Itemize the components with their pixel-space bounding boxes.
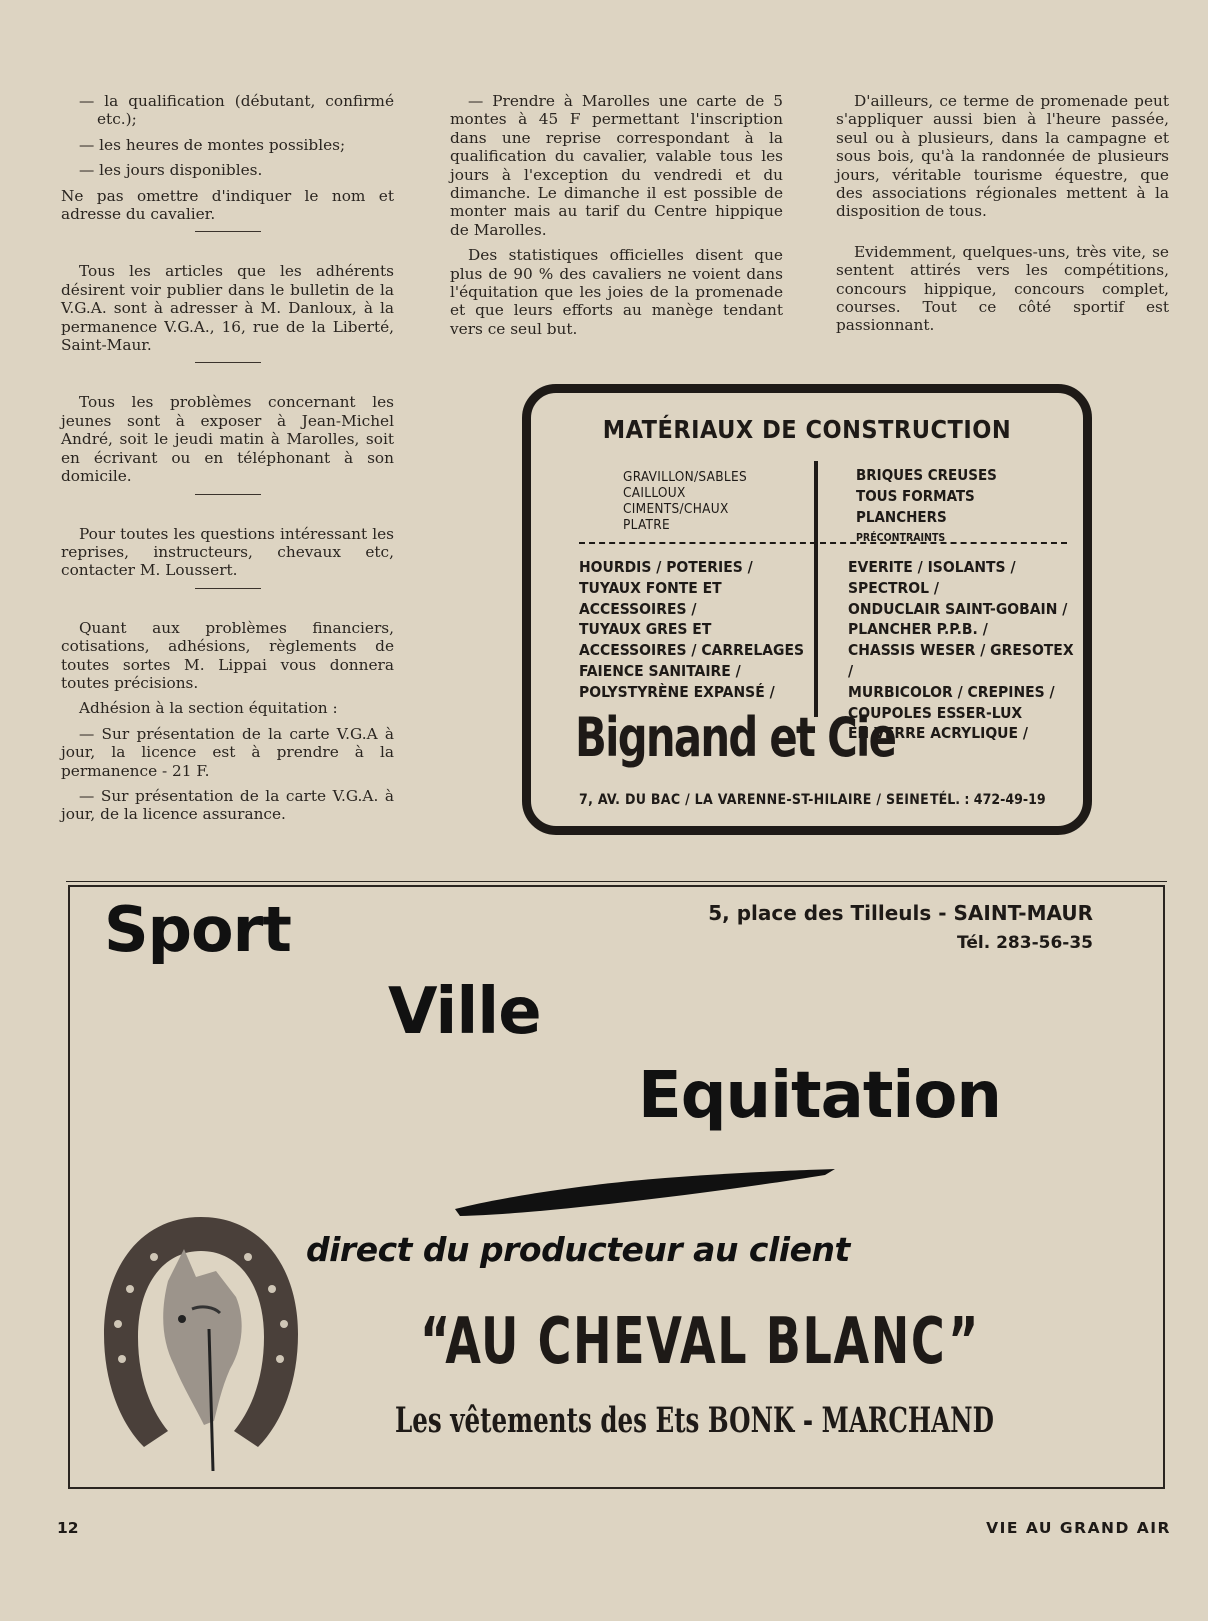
- separator: [195, 494, 261, 495]
- dashed-divider: [579, 542, 1067, 544]
- paragraph: Tous les problèmes concernant les jeunes sont à exposer à Jean-Michel André, soit le jeudi matin à Marolles, soit en écrivant ou en téléphonant à son domicile.: [61, 393, 394, 486]
- ad-item: HOURDIS / POTERIES /: [579, 558, 753, 576]
- ad-subtitle: Les vêtements des Ets BONK - MARCHAND: [395, 1400, 994, 1441]
- ad-slogan: direct du producteur au client: [306, 1230, 850, 1269]
- ad-item: BRIQUES CREUSES: [856, 466, 997, 484]
- ad-item: ONDUCLAIR SAINT-GOBAIN /: [848, 599, 1068, 618]
- paragraph: — les jours disponibles.: [79, 161, 263, 180]
- article-column-2: [450, 92, 783, 345]
- ad-item: CIMENTS/CHAUX: [623, 501, 729, 517]
- sport-ville-advertisement: [68, 885, 1165, 1489]
- ad-item: POLYSTYRÈNE EXPANSÉ /: [579, 682, 775, 701]
- ad-item: EVERITE / ISOLANTS / SPECTROL /: [848, 558, 1016, 597]
- ad-item: PLANCHERS: [856, 508, 947, 526]
- page-number: 12: [57, 1519, 79, 1537]
- ad-item: PLANCHER P.P.B. /: [848, 620, 988, 639]
- brush-stroke-decoration: [455, 1169, 837, 1217]
- ad-item: GRAVILLON/SABLES: [623, 469, 747, 485]
- ad-item: COUPOLES ESSER-LUX: [848, 703, 1023, 722]
- paragraph: Pour toutes les questions intéressant les reprises, instructeurs, chevaux etc, contacter M. Loussert.: [61, 524, 394, 580]
- article-column-1: [61, 92, 394, 831]
- paragraph: — Prendre à Marolles une carte de 5 montes à 45 F permettant l'inscription dans une reprise correspondant à la qualification du cavalier, valable tous les jours à l'exception du vendredi et du dimanche. Le dimanche il est possible de monter mais au tarif du Centre hippique de Marolles.: [450, 92, 783, 239]
- ad-headline-word: Equitation: [638, 1059, 1001, 1133]
- separator: [195, 588, 261, 589]
- ad-item: ACCESSOIRES /: [579, 599, 697, 618]
- ad-item: TOUS FORMATS: [856, 487, 975, 505]
- paragraph: Evidemment, quelques-uns, très vite, se sentent attirés vers les compétitions, concours hippique, concours complet, courses. Tout ce côté sportif est passionnant.: [836, 242, 1169, 335]
- paragraph: Quant aux problèmes financiers, cotisations, adhésions, règlements de toutes sortes M. Lippai vous donnera toutes précisions.: [61, 618, 394, 692]
- ad-list-top-right: [856, 465, 997, 549]
- bignand-advertisement: [522, 384, 1092, 835]
- ad-item: PRÉCONTRAINTS: [856, 532, 946, 544]
- ad-headline-word: Sport: [104, 893, 291, 966]
- horseshoe-horse-icon: [96, 1209, 306, 1479]
- ad-headline-word: Ville: [388, 975, 541, 1049]
- ad-brand: “AU CHEVAL BLANC”: [420, 1305, 980, 1379]
- bignand-logo: Bignand et Cie: [575, 706, 896, 769]
- ad-item: TUYAUX FONTE ET: [579, 578, 722, 597]
- paragraph: Ne pas omettre d'indiquer le nom et adresse du cavalier.: [61, 186, 394, 224]
- separator: [195, 231, 261, 232]
- ad-item: EN VERRE ACRYLIQUE /: [848, 724, 1028, 743]
- ad-item: ACCESSOIRES / CARRELAGES: [579, 641, 805, 660]
- paragraph: Adhésion à la section équitation :: [79, 699, 338, 718]
- paragraph: — les heures de montes possibles;: [79, 135, 346, 154]
- paragraph: — la qualification (débutant, confirmé etc.);: [79, 92, 394, 129]
- ad-telephone: TÉL. : 472-49-19: [930, 792, 1046, 808]
- ad-item: MURBICOLOR / CREPINES /: [848, 682, 1055, 701]
- ad-list-bottom-left: [579, 557, 804, 703]
- ad-item: CHASSIS WESER / GRESOTEX /: [848, 641, 1074, 680]
- ad-title: MATÉRIAUX DE CONSTRUCTION: [602, 415, 1012, 444]
- ad-address: 5, place des Tilleuls - SAINT-MAUR: [708, 901, 1093, 925]
- ad-address: 7, AV. DU BAC / LA VARENNE-ST-HILAIRE / SEINE: [579, 792, 929, 808]
- ad-item: TUYAUX GRES ET: [579, 620, 712, 639]
- ad-item: PLATRE: [623, 517, 670, 533]
- paragraph: Des statistiques officielles disent que plus de 90 % des cavaliers ne voient dans l'équitation que les joies de la promenade et que leurs efforts au manège tendant vers ce seul but.: [450, 246, 783, 338]
- ad-telephone: Tél. 283-56-35: [957, 933, 1093, 953]
- paragraph: D'ailleurs, ce terme de promenade peut s'appliquer aussi bien à l'heure passée, seul ou à plusieurs, dans la campagne et sous bois, qu'à la randonnée de plusieurs jours, véritable tourisme équestre, que des associations régionales mettent à la disposition de tous.: [836, 92, 1169, 221]
- separator: [195, 362, 261, 363]
- ad-item: CAILLOUX: [623, 485, 686, 501]
- paragraph: — Sur présentation de la carte V.G.A. à jour, de la licence assurance.: [61, 786, 394, 824]
- paragraph: — Sur présentation de la carte V.G.A à jour, la licence est à prendre à la permanence - 21 F.: [61, 724, 394, 780]
- journal-title: VIE AU GRAND AIR: [986, 1519, 1171, 1537]
- divider: [814, 461, 818, 717]
- ad-list-top-left: [623, 469, 747, 533]
- article-column-3: [836, 92, 1169, 342]
- paragraph: Tous les articles que les adhérents désirent voir publier dans le bulletin de la V.G.A. sont à adresser à M. Danloux, à la permanence V.G.A., 16, rue de la Liberté, Saint-Maur.: [61, 262, 394, 355]
- ad-item: FAIENCE SANITAIRE /: [579, 661, 741, 680]
